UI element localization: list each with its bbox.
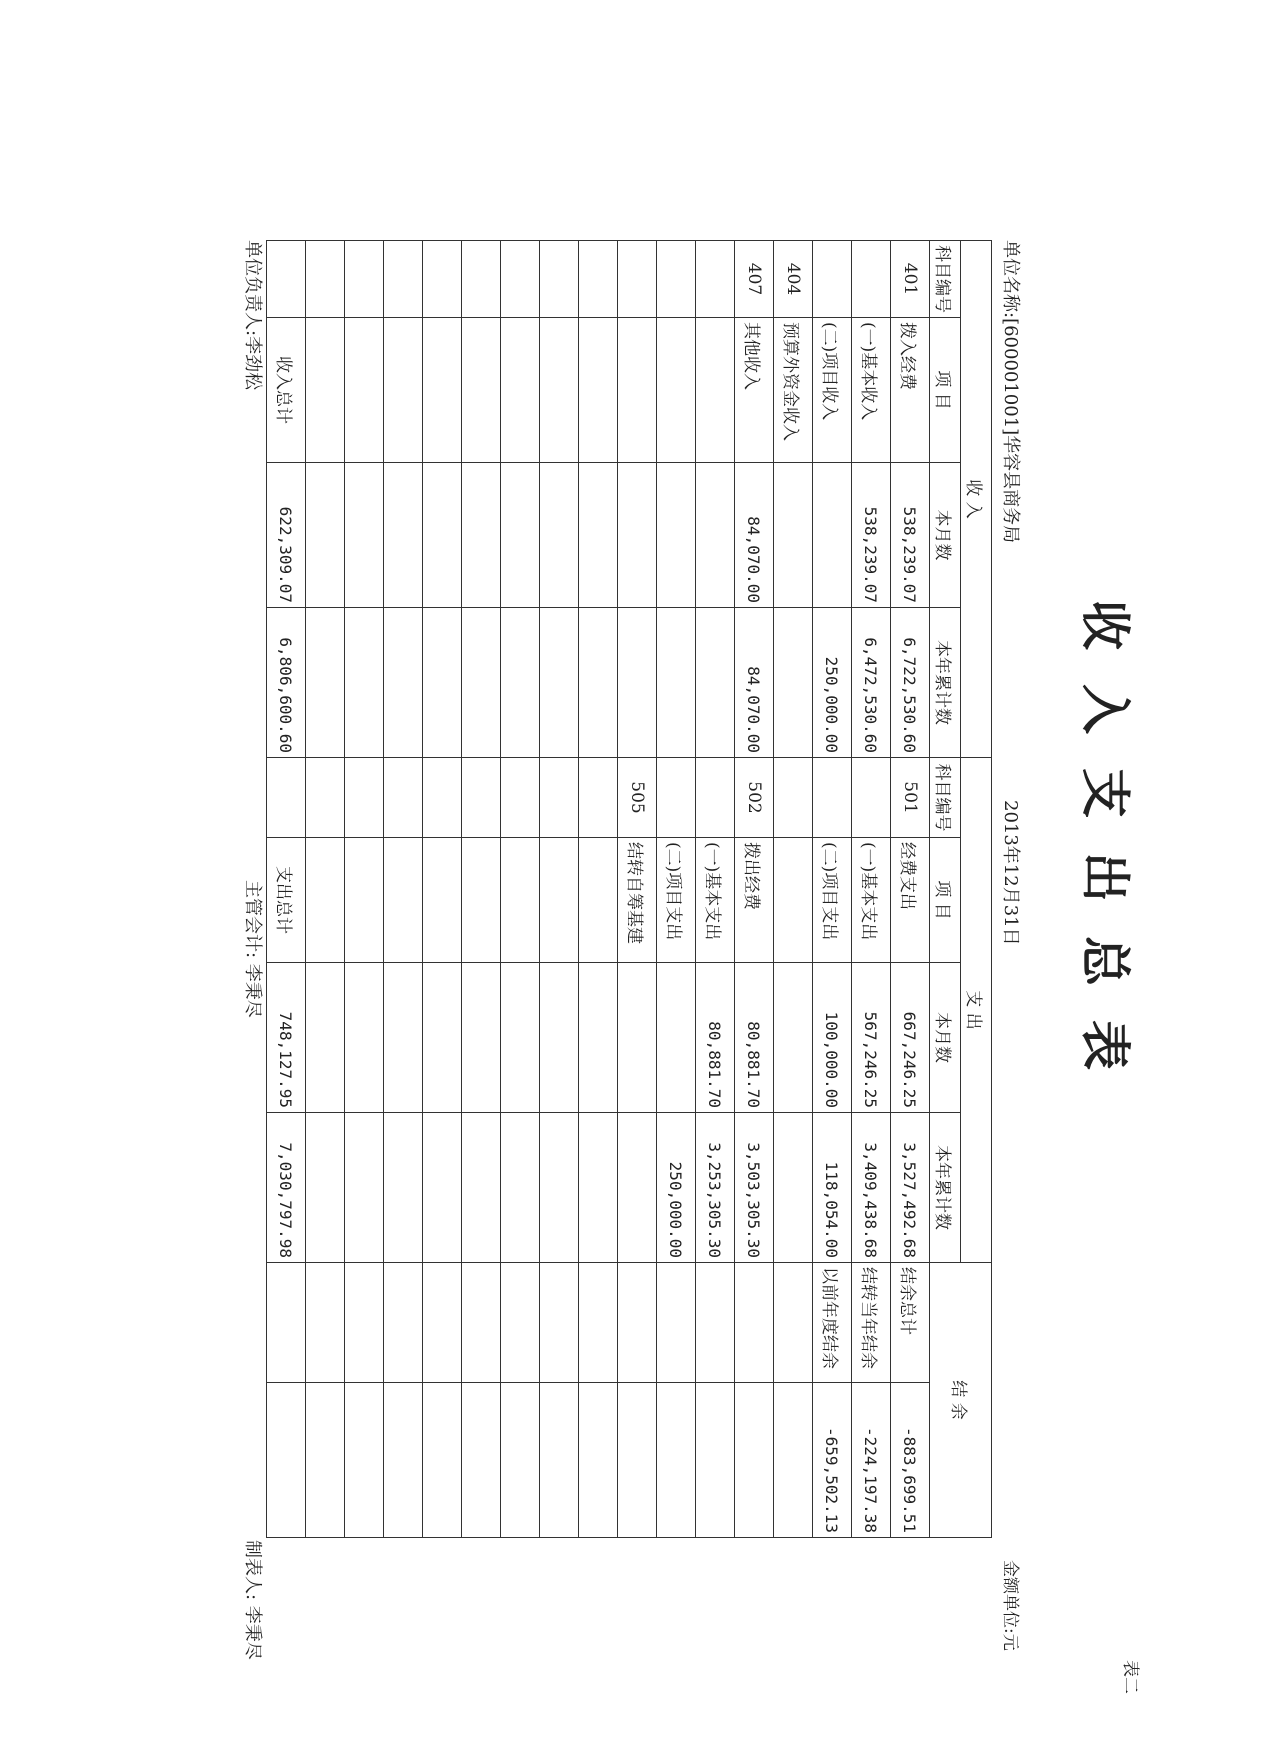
balance-group-header: 结 余: [930, 1263, 992, 1538]
expenditure-ytd-cell: 3,409,438.68: [852, 1113, 891, 1263]
table-row: [735, 241, 774, 1538]
income-ytd-cell: [657, 608, 696, 758]
expenditure-item-cell: (一)基本支出: [852, 838, 891, 963]
income-ytd-cell: 84,070.00: [735, 608, 774, 758]
income-month-cell: 538,239.07: [891, 463, 930, 608]
expenditure-item-cell: [501, 838, 540, 963]
expenditure-code-cell: [657, 758, 696, 838]
report-title: 收入支出总表: [1076, 600, 1135, 1104]
balance-item-cell: [657, 1263, 696, 1383]
income-ytd-cell: [696, 608, 735, 758]
income-ytd-cell: [306, 608, 345, 758]
expenditure-item-cell: (二)项目支出: [813, 838, 852, 963]
balance-value-cell: [696, 1383, 735, 1538]
expenditure-month-cell: [345, 963, 384, 1113]
table-row: [852, 241, 891, 1538]
expenditure-total-month: 748,127.95: [267, 963, 306, 1113]
expenditure-item-header: 项 目: [930, 838, 961, 963]
income-item-cell: [345, 318, 384, 463]
income-item-header: 项 目: [930, 318, 961, 463]
balance-value-cell: [384, 1383, 423, 1538]
income-ytd-cell: [618, 608, 657, 758]
expenditure-code-cell: [696, 758, 735, 838]
income-item-cell: 拨入经费: [891, 318, 930, 463]
totals-row: [267, 241, 306, 1538]
expenditure-month-header: 本月数: [930, 963, 961, 1113]
balance-value-cell: [618, 1383, 657, 1538]
balance-item-cell: [579, 1263, 618, 1383]
balance-value-cell: [774, 1383, 813, 1538]
expenditure-month-cell: [384, 963, 423, 1113]
balance-item-cell: [540, 1263, 579, 1383]
income-ytd-header: 本年累计数: [930, 608, 961, 758]
balance-item-cell: [618, 1263, 657, 1383]
income-ytd-cell: [345, 608, 384, 758]
footer-preparer: 制表人: 李秉尽: [242, 1540, 263, 1660]
income-code-cell: [852, 241, 891, 318]
expenditure-item-cell: (二)项目支出: [657, 838, 696, 963]
expenditure-item-cell: [540, 838, 579, 963]
expenditure-code-cell: [579, 758, 618, 838]
expenditure-ytd-cell: [384, 1113, 423, 1263]
income-month-cell: [501, 463, 540, 608]
income-ytd-cell: [579, 608, 618, 758]
balance-value-cell: [462, 1383, 501, 1538]
income-code-cell: [384, 241, 423, 318]
balance-value-cell: -883,699.51: [891, 1383, 930, 1538]
expenditure-month-cell: [579, 963, 618, 1113]
expenditure-code-cell: [384, 758, 423, 838]
expenditure-month-cell: [618, 963, 657, 1113]
income-item-cell: (二)项目收入: [813, 318, 852, 463]
income-item-cell: 预算外资金收入: [774, 318, 813, 463]
income-month-cell: [657, 463, 696, 608]
income-month-cell: 538,239.07: [852, 463, 891, 608]
income-item-cell: [657, 318, 696, 463]
balance-value-cell: -659,502.13: [813, 1383, 852, 1538]
income-item-cell: [384, 318, 423, 463]
expenditure-ytd-cell: [774, 1113, 813, 1263]
expenditure-total-ytd: 7,030,797.98: [267, 1113, 306, 1263]
income-ytd-cell: 250,000.00: [813, 608, 852, 758]
income-total-ytd: 6,806,600.60: [267, 608, 306, 758]
group-header-row: [961, 241, 992, 1538]
expenditure-code-cell: [852, 758, 891, 838]
expenditure-ytd-cell: [306, 1113, 345, 1263]
unit-name: 单位名称:[600001001]华容县商务局: [1000, 240, 1021, 544]
expenditure-item-cell: [774, 838, 813, 963]
balance-item-cell: [462, 1263, 501, 1383]
balance-value-cell: [579, 1383, 618, 1538]
income-ytd-cell: [423, 608, 462, 758]
income-code-cell: [306, 241, 345, 318]
expenditure-ytd-cell: [618, 1113, 657, 1263]
income-ytd-cell: [462, 608, 501, 758]
income-ytd-cell: [540, 608, 579, 758]
income-ytd-cell: [501, 608, 540, 758]
income-month-cell: 84,070.00: [735, 463, 774, 608]
report-date: 2013年12月31日: [1000, 800, 1021, 946]
expenditure-ytd-cell: 3,253,305.30: [696, 1113, 735, 1263]
table-row: [462, 241, 501, 1538]
balance-item-cell: [696, 1263, 735, 1383]
income-code-cell: [540, 241, 579, 318]
balance-value-cell: [735, 1383, 774, 1538]
table-row: [540, 241, 579, 1538]
expenditure-month-cell: [540, 963, 579, 1113]
balance-total-value-cell: [267, 1383, 306, 1538]
balance-item-cell: [345, 1263, 384, 1383]
balance-item-cell: [306, 1263, 345, 1383]
income-month-header: 本月数: [930, 463, 961, 608]
income-code-cell: 404: [774, 241, 813, 318]
expenditure-item-cell: 拨出经费: [735, 838, 774, 963]
expenditure-ytd-header: 本年累计数: [930, 1113, 961, 1263]
expenditure-code-cell: 505: [618, 758, 657, 838]
income-code-cell: 407: [735, 241, 774, 318]
income-month-cell: [384, 463, 423, 608]
income-item-cell: [501, 318, 540, 463]
table-row: [423, 241, 462, 1538]
expenditure-item-cell: 结转自筹基建: [618, 838, 657, 963]
income-ytd-cell: [774, 608, 813, 758]
income-month-cell: [423, 463, 462, 608]
table-row: [345, 241, 384, 1538]
expenditure-ytd-cell: [345, 1113, 384, 1263]
balance-total-item-cell: [267, 1263, 306, 1383]
income-expenditure-table: [266, 240, 992, 1538]
expenditure-item-cell: [462, 838, 501, 963]
income-month-cell: [696, 463, 735, 608]
footer-chief-accountant: 主管会计: 李秉尽: [242, 880, 263, 1018]
expenditure-month-cell: 80,881.70: [696, 963, 735, 1113]
table-row: [306, 241, 345, 1538]
expenditure-item-cell: (一)基本支出: [696, 838, 735, 963]
expenditure-month-cell: [657, 963, 696, 1113]
balance-item-cell: 以前年度结余: [813, 1263, 852, 1383]
balance-value-cell: -224,197.38: [852, 1383, 891, 1538]
balance-value-cell: [501, 1383, 540, 1538]
expenditure-ytd-cell: [579, 1113, 618, 1263]
income-ytd-cell: 6,472,530.60: [852, 608, 891, 758]
table-row: [618, 241, 657, 1538]
income-item-cell: [462, 318, 501, 463]
expenditure-code-cell: 501: [891, 758, 930, 838]
balance-item-cell: 结转当年结余: [852, 1263, 891, 1383]
balance-value-cell: [345, 1383, 384, 1538]
expenditure-ytd-cell: 118,054.00: [813, 1113, 852, 1263]
income-month-cell: [579, 463, 618, 608]
income-month-cell: [345, 463, 384, 608]
balance-value-cell: [423, 1383, 462, 1538]
income-code-cell: [462, 241, 501, 318]
expenditure-month-cell: [462, 963, 501, 1113]
income-total-month: 622,309.07: [267, 463, 306, 608]
expenditure-code-cell: [306, 758, 345, 838]
income-month-cell: [813, 463, 852, 608]
income-month-cell: [540, 463, 579, 608]
expenditure-code-cell: [540, 758, 579, 838]
expenditure-code-cell: [501, 758, 540, 838]
income-code-cell: [501, 241, 540, 318]
expenditure-total-label: 支出总计: [267, 838, 306, 963]
expenditure-code-cell: [423, 758, 462, 838]
expenditure-ytd-cell: [462, 1113, 501, 1263]
expenditure-ytd-cell: 250,000.00: [657, 1113, 696, 1263]
expenditure-month-cell: [306, 963, 345, 1113]
expenditure-item-cell: 经费支出: [891, 838, 930, 963]
income-total-code-cell: [267, 241, 306, 318]
table-row: [501, 241, 540, 1538]
income-item-cell: [696, 318, 735, 463]
expenditure-ytd-cell: 3,527,492.68: [891, 1113, 930, 1263]
balance-item-cell: [384, 1263, 423, 1383]
income-ytd-cell: 6,722,530.60: [891, 608, 930, 758]
expenditure-code-cell: [462, 758, 501, 838]
income-item-cell: 其他收入: [735, 318, 774, 463]
income-code-cell: 401: [891, 241, 930, 318]
table-row: [891, 241, 930, 1538]
table-row: [696, 241, 735, 1538]
income-code-cell: [618, 241, 657, 318]
income-item-cell: (一)基本收入: [852, 318, 891, 463]
table-row: [774, 241, 813, 1538]
expenditure-item-cell: [384, 838, 423, 963]
income-ytd-cell: [384, 608, 423, 758]
income-code-cell: [813, 241, 852, 318]
expenditure-item-cell: [345, 838, 384, 963]
amount-unit: 金额单位:元: [1000, 1560, 1020, 1651]
expenditure-month-cell: 100,000.00: [813, 963, 852, 1113]
expenditure-month-cell: [423, 963, 462, 1113]
table-number: 表二: [1120, 1660, 1140, 1694]
expenditure-code-cell: [774, 758, 813, 838]
income-code-cell: [696, 241, 735, 318]
balance-item-cell: [501, 1263, 540, 1383]
expenditure-ytd-cell: 3,503,305.30: [735, 1113, 774, 1263]
income-item-cell: [618, 318, 657, 463]
expenditure-month-cell: 567,246.25: [852, 963, 891, 1113]
expenditure-month-cell: [774, 963, 813, 1113]
income-item-cell: [306, 318, 345, 463]
income-month-cell: [618, 463, 657, 608]
expenditure-code-cell: 502: [735, 758, 774, 838]
table-row: [579, 241, 618, 1538]
expenditure-ytd-cell: [540, 1113, 579, 1263]
income-code-cell: [657, 241, 696, 318]
expenditure-ytd-cell: [423, 1113, 462, 1263]
expenditure-code-cell: [345, 758, 384, 838]
balance-value-cell: [657, 1383, 696, 1538]
expenditure-item-cell: [423, 838, 462, 963]
income-code-cell: [423, 241, 462, 318]
balance-value-cell: [540, 1383, 579, 1538]
expenditure-code-header: 科目编号: [930, 758, 961, 838]
expenditure-month-cell: [501, 963, 540, 1113]
income-month-cell: [306, 463, 345, 608]
income-code-cell: [345, 241, 384, 318]
balance-item-cell: [423, 1263, 462, 1383]
income-month-cell: [462, 463, 501, 608]
balance-item-cell: [735, 1263, 774, 1383]
table-row: [384, 241, 423, 1538]
income-code-cell: [579, 241, 618, 318]
expenditure-month-cell: 80,881.70: [735, 963, 774, 1113]
income-code-header: 科目编号: [930, 241, 961, 318]
balance-item-cell: 结余总计: [891, 1263, 930, 1383]
expenditure-item-cell: [306, 838, 345, 963]
expenditure-ytd-cell: [501, 1113, 540, 1263]
income-item-cell: [423, 318, 462, 463]
table-row: [657, 241, 696, 1538]
income-group-header: 收 入: [961, 241, 992, 758]
income-item-cell: [540, 318, 579, 463]
expenditure-month-cell: 667,246.25: [891, 963, 930, 1113]
table-row: [813, 241, 852, 1538]
expenditure-code-cell: [813, 758, 852, 838]
income-item-cell: [579, 318, 618, 463]
income-month-cell: [774, 463, 813, 608]
expenditure-group-header: 支 出: [961, 758, 992, 1263]
income-total-label: 收入总计: [267, 318, 306, 463]
expenditure-total-code-cell: [267, 758, 306, 838]
balance-value-cell: [306, 1383, 345, 1538]
balance-item-cell: [774, 1263, 813, 1383]
footer-unit-head: 单位负责人:李劲松: [242, 240, 263, 391]
expenditure-item-cell: [579, 838, 618, 963]
